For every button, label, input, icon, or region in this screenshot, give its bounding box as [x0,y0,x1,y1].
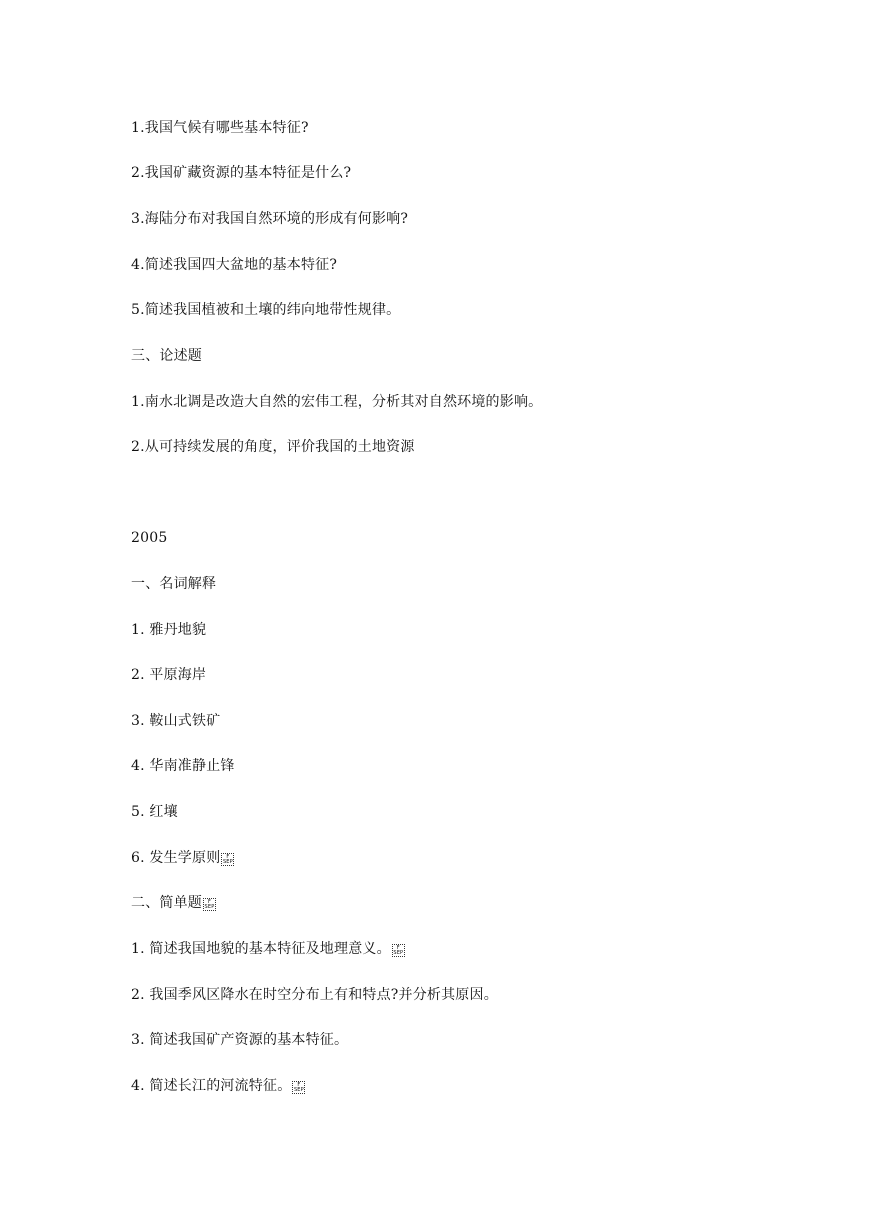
short-answer-item-row [131,1076,305,1096]
question-vegetation-soil: 5.简述我国植被和土壤的纬向地带性规律。 [131,302,401,318]
short-answer-item: 3. 简述我国矿产资源的基本特征。 [131,1032,349,1048]
term-item: 3. 鞍山式铁矿 [131,713,221,729]
term-item: 1. 雅丹地貌 [131,622,207,638]
short-answer-item: 1. 简述我国地貌的基本特征及地理意义。 [131,941,391,957]
sep-glyph-icon: F SEP [204,899,215,910]
term-item: 2. 平原海岸 [131,667,207,683]
short-answer-heading: 二、简单题 [131,895,202,911]
question-land-sea: 3.海陆分布对我国自然环境的形成有何影响? [131,211,409,227]
question-basins: 4.简述我国四大盆地的基本特征? [131,257,338,273]
essay-question-water-diversion: 1.南水北调是改造大自然的宏伟工程，分析其对自然环境的影响。 [131,394,543,410]
short-answer-heading-row [131,893,216,913]
term-item-row [131,848,234,868]
term-item: 4. 华南准静止锋 [131,758,235,774]
sep-glyph-icon: F SEP [293,1082,304,1093]
term-item: 6. 发生学原则 [131,850,221,866]
essay-question-land-resources: 2.从可持续发展的角度，评价我国的土地资源 [131,439,415,455]
year-label: 2005 [131,530,168,546]
short-answer-item: 2. 我国季风区降水在时空分布上有和特点?并分析其原因。 [131,987,498,1003]
question-minerals: 2.我国矿藏资源的基本特征是什么? [131,165,352,181]
sep-glyph-icon: F SEP [393,945,404,956]
short-answer-item: 4. 简述长江的河流特征。 [131,1078,292,1094]
short-answer-item-row [131,939,405,959]
term-item: 5. 红壤 [131,804,178,820]
terms-heading: 一、名词解释 [131,576,217,592]
question-climate: 1.我国气候有哪些基本特征? [131,120,309,136]
sep-glyph-icon: F SEP [222,854,233,865]
essay-heading: 三、论述题 [131,348,202,364]
